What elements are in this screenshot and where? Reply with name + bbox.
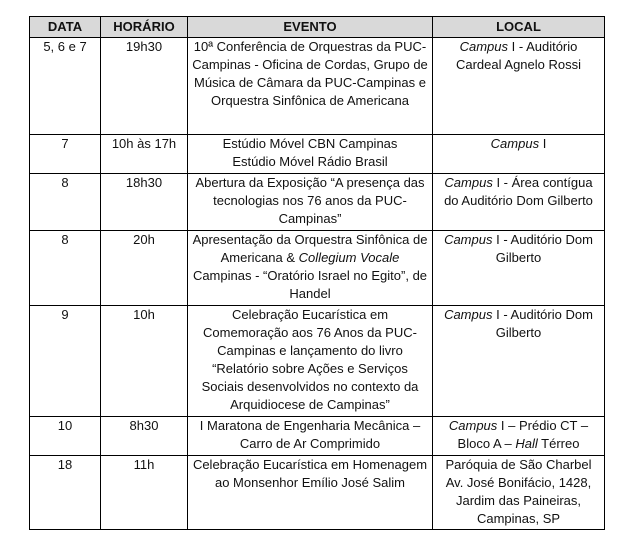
header-local: LOCAL	[433, 17, 605, 38]
cell-horario: 8h30	[101, 417, 188, 456]
local-text: I - Auditório Dom Gilberto	[492, 307, 593, 340]
local-line: Paróquia de São Charbel	[445, 457, 592, 472]
cell-local	[433, 135, 605, 174]
local-line: Av. José Bonifácio, 1428, Jardim das Paineiras, Campinas, SP	[445, 475, 592, 526]
cell-data: 8	[30, 174, 101, 231]
table-row	[30, 135, 605, 174]
cell-local	[433, 231, 605, 306]
cell-horario: 18h30	[101, 174, 188, 231]
cell-evento	[188, 231, 433, 306]
table-row	[30, 417, 605, 456]
header-horario: HORÁRIO	[101, 17, 188, 38]
evento-text: Apresentação da Orquestra Sinfônica de Americana &	[192, 232, 428, 265]
evento-text: Campinas - “Oratório Israel no Egito”, de Handel	[192, 268, 428, 301]
cell-horario: 10h	[101, 306, 188, 417]
evento-line: Estúdio Móvel CBN Campinas	[222, 136, 398, 151]
cell-data: 18	[30, 456, 101, 530]
table-header-row	[30, 17, 605, 38]
local-text: I	[539, 136, 547, 151]
evento-line: Estúdio Móvel Rádio Brasil	[232, 154, 388, 169]
header-evento: EVENTO	[188, 17, 433, 38]
cell-evento: Abertura da Exposição “A presença das tecnologias nos 76 anos da PUC-Campinas”	[188, 174, 433, 231]
cell-local	[433, 417, 605, 456]
event-schedule-table	[29, 16, 605, 530]
cell-evento: I Maratona de Engenharia Mecânica – Carro de Ar Comprimido	[188, 417, 433, 456]
cell-data: 7	[30, 135, 101, 174]
cell-evento: Celebração Eucarística em Comemoração aos 76 Anos da PUC-Campinas e lançamento do livro “Relatório sobre Ações e Serviços Sociais desenvolvidos no contexto da Arquidiocese de Campinas”	[188, 306, 433, 417]
cell-data: 10	[30, 417, 101, 456]
cell-evento: Celebração Eucarística em Homenagem ao Monsenhor Emílio José Salim	[188, 456, 433, 530]
campus-label: Campus	[444, 307, 493, 322]
cell-evento	[188, 135, 433, 174]
local-text: I - Área contígua do Auditório Dom Gilberto	[444, 175, 593, 208]
campus-label: Campus	[459, 39, 509, 54]
cell-local	[433, 38, 605, 135]
cell-horario: 11h	[101, 456, 188, 530]
local-text: Térreo	[537, 436, 580, 451]
local-text: I - Auditório Dom Gilberto	[492, 232, 593, 265]
table-row	[30, 456, 605, 530]
campus-label: Campus	[444, 232, 493, 247]
cell-data: 8	[30, 231, 101, 306]
cell-horario: 19h30	[101, 38, 188, 135]
cell-local	[433, 306, 605, 417]
campus-label: Campus	[448, 418, 498, 433]
campus-label: Campus	[444, 175, 493, 190]
table-row	[30, 306, 605, 417]
evento-italic-text: Collegium Vocale	[298, 250, 400, 265]
table-row	[30, 38, 605, 135]
local-text: I – Prédio CT – Bloco A –	[457, 418, 589, 451]
hall-label: Hall	[515, 436, 538, 451]
cell-local	[433, 174, 605, 231]
cell-horario: 20h	[101, 231, 188, 306]
header-data: DATA	[30, 17, 101, 38]
table-row	[30, 231, 605, 306]
cell-horario: 10h às 17h	[101, 135, 188, 174]
cell-data: 5, 6 e 7	[30, 38, 101, 135]
campus-label: Campus	[490, 136, 540, 151]
cell-data: 9	[30, 306, 101, 417]
cell-evento: 10ª Conferência de Orquestras da PUC-Campinas - Oficina de Cordas, Grupo de Música de Câmara da PUC-Campinas e Orquestra Sinfônica de Americana	[188, 38, 433, 135]
table-row	[30, 174, 605, 231]
local-text: I - Auditório Cardeal Agnelo Rossi	[455, 39, 582, 72]
cell-local	[433, 456, 605, 530]
